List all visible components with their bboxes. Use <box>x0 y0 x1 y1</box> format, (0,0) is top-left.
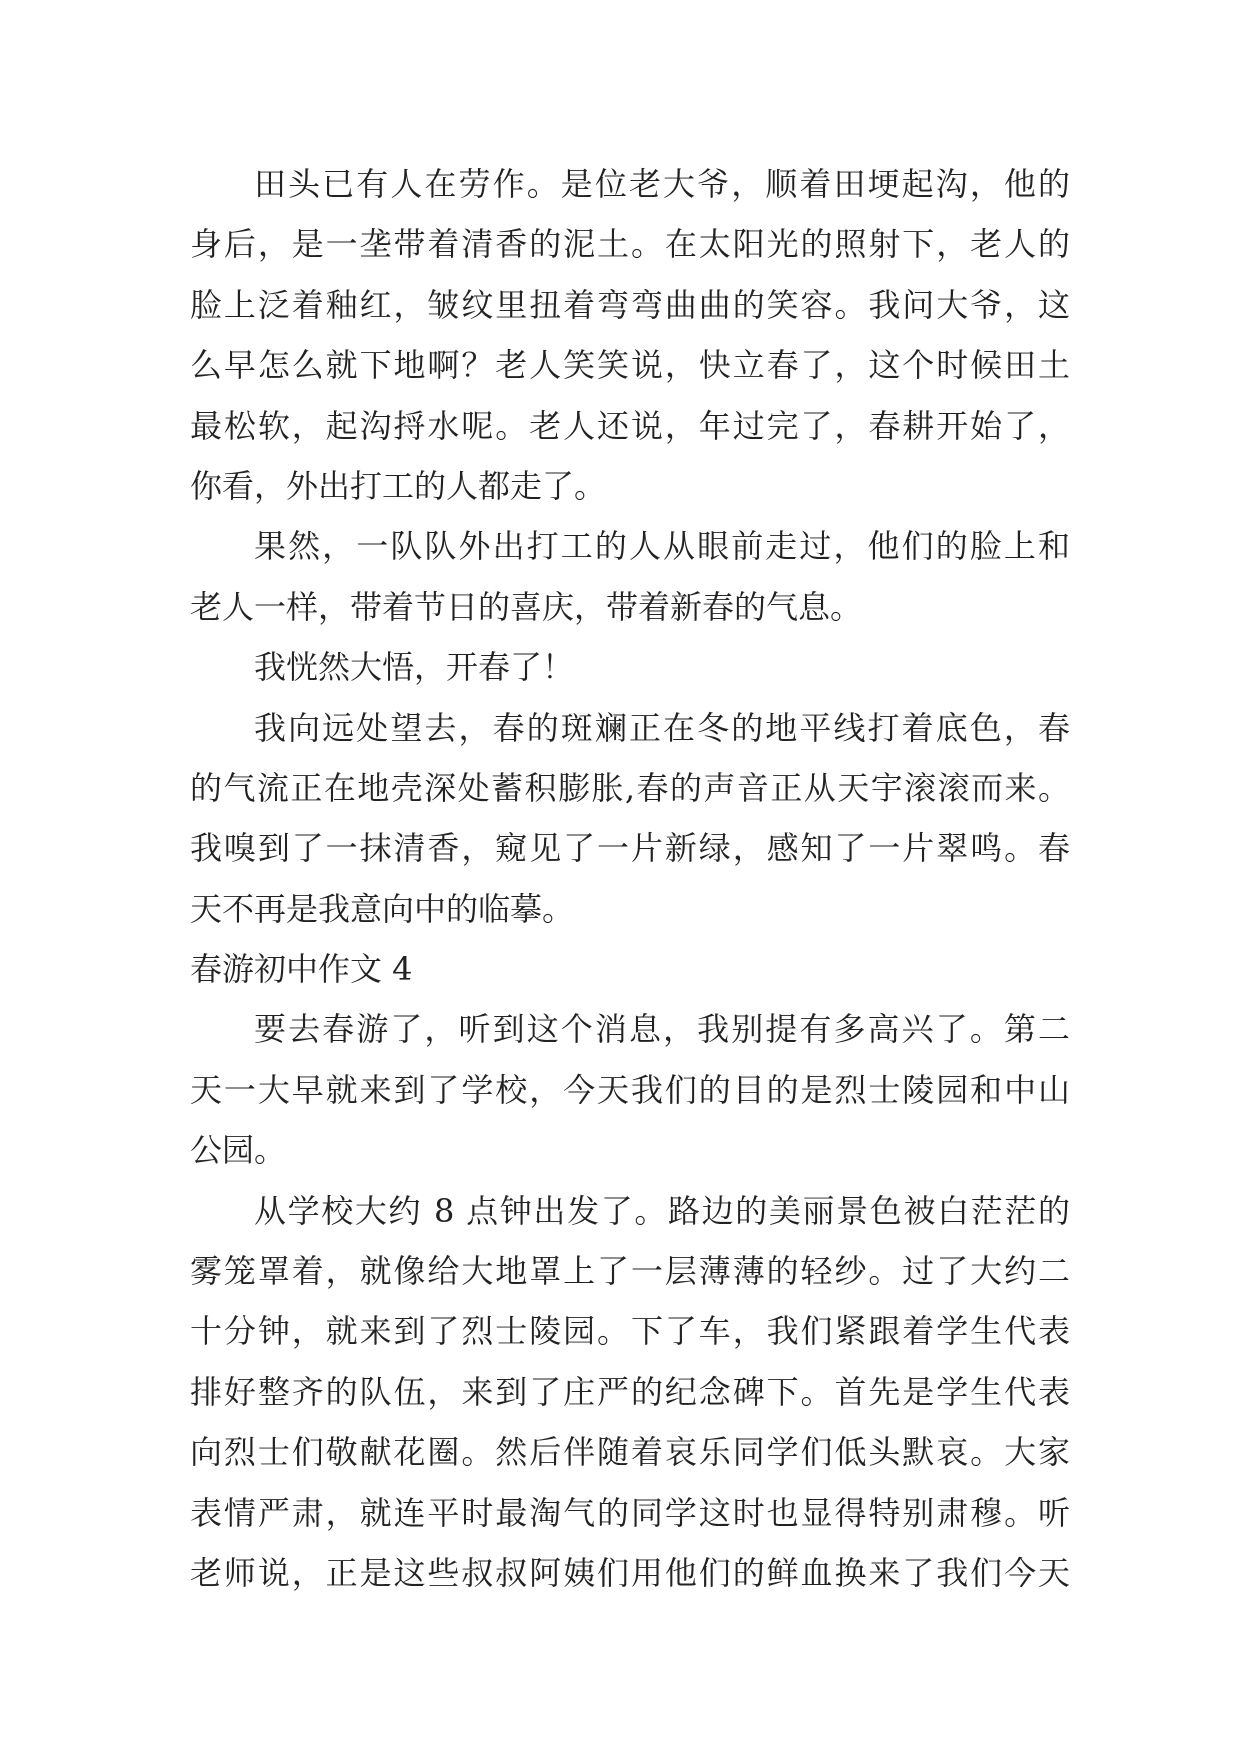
text-line: 十分钟，就来到了烈士陵园。下了车，我们紧跟着学生代表 <box>190 1312 1070 1351</box>
text-line: 雾笼罩着，就像给大地罩上了一层薄薄的轻纱。过了大约二 <box>190 1252 1070 1291</box>
text-line: 天一大早就来到了学校，今天我们的目的是烈士陵园和中山 <box>190 1070 1070 1109</box>
text-line: 排好整齐的队伍，来到了庄严的纪念碑下。首先是学生代表 <box>190 1372 1070 1411</box>
text-line: 我恍然大悟，开春了！ <box>254 648 575 687</box>
text-line: 身后，是一垄带着清香的泥土。在太阳光的照射下，老人的 <box>190 225 1070 264</box>
text-line: 表情严肃，就连平时最淘气的同学这时也显得特别肃穆。听 <box>190 1493 1070 1532</box>
text-line: 我向远处望去，春的斑斓正在冬的地平线打着底色，春 <box>254 708 1070 747</box>
text-line: 田头已有人在劳作。是位老大爷，顺着田埂起沟，他的 <box>254 165 1070 203</box>
text-line: 从学校大约 8 点钟出发了。路边的美丽景色被白茫茫的 <box>254 1191 1070 1230</box>
text-line: 我嗅到了一抹清香，窥见了一片新绿，感知了一片翠鸣。春 <box>190 829 1070 868</box>
text-line: 要去春游了，听到这个消息，我别提有多高兴了。第二 <box>254 1010 1070 1049</box>
text-line: 老人一样，带着节日的喜庆，带着新春的气息。 <box>190 587 863 626</box>
section-heading: 春游初中作文 4 <box>190 950 413 989</box>
text-line: 公园。 <box>190 1131 287 1170</box>
text-line: 你看，外出打工的人都走了。 <box>190 466 607 505</box>
text-line: 么早怎么就下地啊？老人笑笑说，快立春了，这个时候田土 <box>190 346 1070 385</box>
text-line: 天不再是我意向中的临摹。 <box>190 889 575 928</box>
text-line: 向烈士们敬献花圈。然后伴随着哀乐同学们低头默哀。大家 <box>190 1433 1070 1472</box>
document-body <box>190 154 1070 1603</box>
text-line: 脸上泛着釉红，皱纹里扭着弯弯曲曲的笑容。我问大爷，这 <box>190 285 1070 324</box>
text-line: 最松软，起沟捋水呢。老人还说，年过完了，春耕开始了， <box>190 406 1070 445</box>
text-line: 果然，一队队外出打工的人从眼前走过，他们的脸上和 <box>254 527 1070 566</box>
text-line: 老师说，正是这些叔叔阿姨们用他们的鲜血换来了我们今天 <box>190 1553 1070 1592</box>
text-line: 的气流正在地壳深处蓄积膨胀,春的声音正从天宇滚滚而来。 <box>190 768 1070 807</box>
